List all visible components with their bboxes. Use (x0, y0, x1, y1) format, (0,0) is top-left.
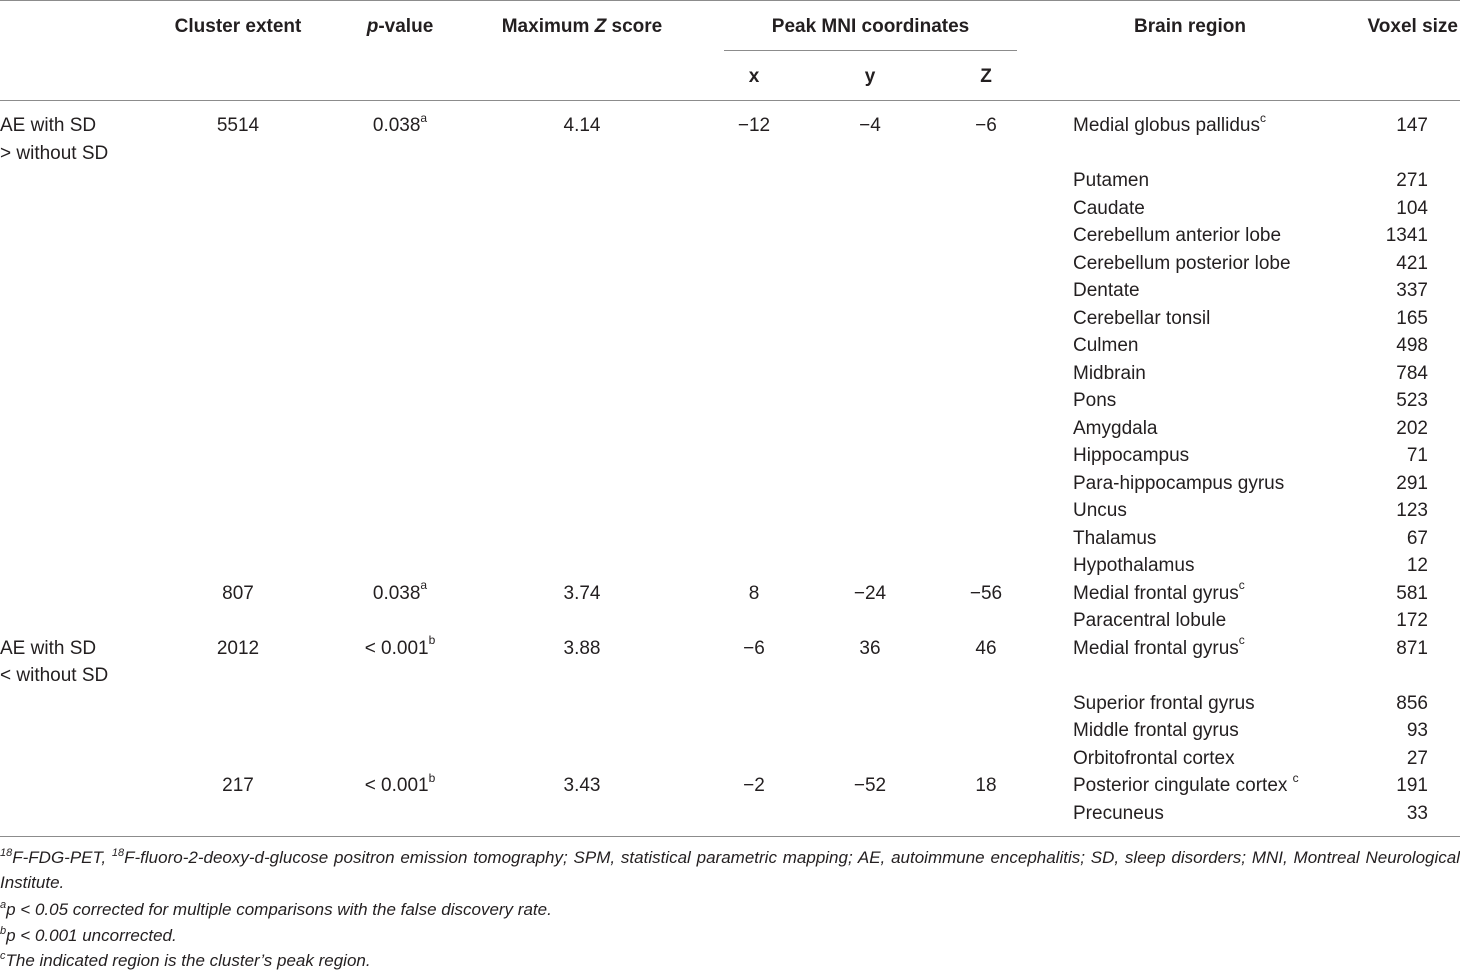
cell-brain-region (1073, 748, 1343, 770)
footnote-sup-18-b: 18 (111, 847, 125, 860)
cell-max-z (480, 115, 684, 137)
cell-p-value (340, 110, 460, 137)
cell-z-text: 46 (975, 637, 997, 659)
cell-brain-region-text: Medial globus pallidus (1073, 115, 1260, 136)
cell-cluster-extent-text: 2012 (216, 637, 260, 659)
cell-voxel-size-text: 271 (1396, 170, 1428, 191)
cell-p-value-sup: b (428, 770, 436, 785)
footnote-a-text: p < 0.05 corrected for multiple comparisons with the false discovery rate. (6, 900, 552, 919)
footnote-abbrev-part2: F-fluoro-2-deoxy-d-glucose positron emission tomography; SPM, statistical parametric mapping; AE, autoimmune encephalitis; SD, sleep disorders; MNI, Montreal Neurological Institute. (0, 848, 1460, 892)
cell-voxel-size-text: 71 (1406, 445, 1428, 466)
cell-voxel-size-text: 421 (1396, 252, 1428, 274)
cell-voxel-size-text: 871 (1396, 637, 1428, 659)
cell-x-text: 8 (748, 582, 760, 604)
footnote-b-sup: b (0, 925, 7, 938)
cell-brain-region-text: Superior frontal gyrus (1073, 692, 1255, 714)
cell-brain-region (1073, 578, 1343, 605)
cell-voxel-size-text: 191 (1396, 775, 1428, 796)
cell-brain-region (1073, 770, 1343, 797)
cell-brain-region (1073, 803, 1343, 825)
header-brain-region: Brain region (1134, 16, 1246, 37)
cell-voxel-size (1330, 528, 1428, 550)
cell-max-z (480, 583, 684, 605)
cell-brain-region-text: Medial frontal gyrus (1073, 637, 1239, 659)
cell-voxel-size (1330, 308, 1428, 330)
cell-y-text: 36 (859, 637, 881, 659)
table-bottom-rule (0, 836, 1460, 837)
cell-brain-region-text: Thalamus (1073, 527, 1157, 549)
footnote-abbreviations (0, 845, 1460, 895)
cell-brain-region-text: Amygdala (1073, 417, 1158, 439)
cell-p-value (340, 578, 460, 605)
footnote-abbrev-part1: F-FDG-PET, (12, 848, 112, 867)
cell-cluster-extent (158, 115, 318, 137)
cell-max-z-text: 3.88 (563, 637, 601, 659)
cell-max-z-text: 3.43 (563, 775, 601, 796)
cell-z (946, 775, 1026, 797)
header-peak-mni: Peak MNI coordinates (771, 16, 970, 37)
group-label-line2-text: > without SD (0, 142, 109, 164)
cell-cluster-extent (158, 638, 318, 660)
cell-brain-region-text: Cerebellum anterior lobe (1073, 225, 1282, 246)
header-z: Z (980, 66, 992, 87)
cell-voxel-size-text: 202 (1396, 417, 1428, 439)
cell-max-z (480, 775, 684, 797)
cell-x (714, 583, 794, 605)
group-label-line1 (0, 115, 150, 137)
cell-voxel-size (1330, 638, 1428, 660)
cell-voxel-size (1330, 555, 1428, 577)
cell-y (830, 775, 910, 797)
header-max-z (480, 16, 684, 38)
cell-brain-region-text: Orbitofrontal cortex (1073, 747, 1235, 769)
cell-voxel-size-text: 165 (1396, 307, 1428, 329)
cell-brain-region-sup: c (1292, 770, 1299, 785)
cell-p-value-sup: b (428, 633, 436, 648)
cell-voxel-size-text: 172 (1396, 610, 1428, 631)
cell-brain-region-text: Uncus (1073, 500, 1127, 521)
cell-voxel-size (1330, 775, 1428, 797)
cell-p-value (340, 633, 460, 660)
cell-y-text: −4 (859, 115, 881, 136)
cell-brain-region-text: Midbrain (1073, 362, 1146, 384)
group-label-line2 (0, 665, 150, 687)
cell-z (946, 115, 1026, 137)
cell-voxel-size (1330, 115, 1428, 137)
cell-brain-region (1073, 555, 1343, 577)
cell-voxel-size (1330, 500, 1428, 522)
cell-voxel-size-text: 93 (1406, 720, 1428, 741)
cell-x-text: −2 (743, 775, 765, 796)
cell-voxel-size-text: 67 (1406, 527, 1428, 549)
cell-voxel-size-text: 581 (1396, 582, 1428, 604)
header-bottom-rule (0, 100, 1460, 101)
header-p-italic: p (366, 16, 379, 37)
cell-brain-region-text: Para-hippocampus gyrus (1073, 472, 1285, 494)
cell-voxel-size (1330, 253, 1428, 275)
header-y: y (864, 66, 876, 87)
cell-brain-region (1073, 225, 1343, 247)
cell-p-value-sup: a (420, 578, 428, 593)
cell-z-text: 18 (975, 775, 997, 796)
cell-brain-region (1073, 473, 1343, 495)
footnote-sup-18-a: 18 (0, 847, 13, 860)
cell-brain-region-text: Pons (1073, 390, 1117, 411)
cell-brain-region (1073, 363, 1343, 385)
cell-brain-region-text: Posterior cingulate cortex (1073, 775, 1293, 796)
cell-brain-region (1073, 445, 1343, 467)
footnote-c-text: The indicated region is the cluster’s peak region. (5, 951, 371, 970)
cell-voxel-size (1330, 720, 1428, 742)
cell-x-text: −6 (743, 637, 765, 659)
group-label-line2 (0, 143, 150, 165)
cell-y (830, 638, 910, 660)
footnote-a (0, 897, 1460, 922)
cell-brain-region-text: Hippocampus (1073, 445, 1190, 466)
group-label-line1-text: AE with SD (0, 115, 97, 136)
cell-p-value-text: < 0.001 (364, 775, 429, 796)
cell-voxel-size (1330, 693, 1428, 715)
cell-voxel-size (1330, 418, 1428, 440)
cell-voxel-size (1330, 610, 1428, 632)
cell-voxel-size-text: 27 (1406, 747, 1428, 769)
header-max-z-pre: Maximum (501, 16, 595, 37)
cell-voxel-size (1330, 280, 1428, 302)
footnote-c-sup: c (0, 950, 6, 963)
cell-y (830, 583, 910, 605)
cell-brain-region-text: Cerebellum posterior lobe (1073, 252, 1291, 274)
cell-x-text: −12 (737, 115, 771, 136)
cell-voxel-size-text: 337 (1396, 280, 1428, 301)
cell-brain-region (1073, 633, 1343, 660)
header-voxel-size: Voxel size (1367, 16, 1458, 37)
cell-p-value-text: 0.038 (372, 582, 421, 604)
cell-p-value-text: < 0.001 (364, 637, 429, 659)
group-label-line1 (0, 638, 150, 660)
cell-brain-region-text: Medial frontal gyrus (1073, 582, 1239, 604)
cell-p-value (340, 770, 460, 797)
cell-brain-region-text: Hypothalamus (1073, 555, 1195, 576)
cell-cluster-extent-text: 5514 (216, 115, 260, 136)
header-p-value (340, 16, 460, 38)
cell-voxel-size (1330, 363, 1428, 385)
cell-brain-region-sup: c (1259, 110, 1266, 125)
cell-voxel-size (1330, 225, 1428, 247)
table-top-rule (0, 0, 1460, 1)
cell-y-text: −24 (853, 582, 887, 604)
cell-voxel-size-text: 104 (1396, 197, 1428, 219)
cell-brain-region (1073, 528, 1343, 550)
cell-brain-region (1073, 280, 1343, 302)
cell-brain-region (1073, 720, 1343, 742)
cell-x (714, 775, 794, 797)
cell-voxel-size-text: 33 (1406, 802, 1428, 824)
header-cluster-extent: Cluster extent (174, 16, 302, 37)
cell-x (714, 638, 794, 660)
cell-brain-region-text: Paracentral lobule (1073, 610, 1227, 631)
cell-voxel-size (1330, 445, 1428, 467)
header-p-rest: -value (378, 16, 434, 37)
cell-cluster-extent-text: 217 (222, 775, 254, 796)
cell-brain-region (1073, 253, 1343, 275)
footnote-b (0, 923, 1460, 948)
cell-voxel-size-text: 291 (1396, 472, 1428, 494)
header-max-z-italic: Z (594, 16, 607, 37)
cell-brain-region (1073, 610, 1343, 632)
cell-brain-region (1073, 170, 1343, 192)
cell-brain-region (1073, 390, 1343, 412)
cell-brain-region (1073, 308, 1343, 330)
footnote-b-text: p < 0.001 uncorrected. (6, 926, 177, 945)
cell-voxel-size (1330, 748, 1428, 770)
cell-voxel-size (1330, 198, 1428, 220)
cell-voxel-size (1330, 473, 1428, 495)
cell-x (714, 115, 794, 137)
footnote-a-sup: a (0, 899, 7, 912)
cell-brain-region-text: Precuneus (1073, 802, 1164, 824)
cell-max-z-text: 4.14 (563, 115, 601, 136)
header-max-z-post: score (606, 16, 663, 37)
cell-p-value-sup: a (420, 110, 428, 125)
footnote-c (0, 948, 1460, 973)
cell-z-text: −56 (969, 582, 1003, 604)
cell-y (830, 115, 910, 137)
cell-brain-region-text: Culmen (1073, 335, 1139, 356)
cell-brain-region (1073, 335, 1343, 357)
cell-y-text: −52 (853, 775, 887, 796)
cell-voxel-size (1330, 390, 1428, 412)
cell-brain-region-text: Cerebellar tonsil (1073, 307, 1211, 329)
cell-max-z-text: 3.74 (563, 582, 601, 604)
cell-brain-region-text: Middle frontal gyrus (1073, 720, 1239, 741)
cell-cluster-extent (158, 775, 318, 797)
cell-p-value-text: 0.038 (372, 115, 421, 136)
group-label-line1-text: AE with SD (0, 637, 97, 659)
cell-voxel-size (1330, 583, 1428, 605)
cell-brain-region (1073, 110, 1343, 137)
cell-brain-region (1073, 198, 1343, 220)
group-label-line2-text: < without SD (0, 665, 109, 686)
cell-z (946, 583, 1026, 605)
cell-brain-region (1073, 418, 1343, 440)
cell-voxel-size-text: 784 (1396, 362, 1428, 384)
cell-brain-region-text: Caudate (1073, 197, 1145, 219)
header-x: x (748, 66, 760, 87)
cell-voxel-size (1330, 170, 1428, 192)
cell-brain-region-text: Putamen (1073, 170, 1150, 191)
cell-z-text: −6 (975, 115, 997, 136)
cell-voxel-size (1330, 803, 1428, 825)
cell-voxel-size-text: 123 (1396, 500, 1428, 521)
cell-brain-region-text: Dentate (1073, 280, 1140, 301)
cell-voxel-size-text: 856 (1396, 692, 1428, 714)
cell-z (946, 638, 1026, 660)
peak-mni-subrule (724, 50, 1017, 51)
cell-brain-region (1073, 693, 1343, 715)
cell-max-z (480, 638, 684, 660)
cell-voxel-size-text: 1341 (1385, 225, 1428, 246)
cell-brain-region-sup: c (1238, 578, 1245, 593)
cell-voxel-size-text: 147 (1396, 115, 1428, 136)
cell-cluster-extent (158, 583, 318, 605)
cell-brain-region (1073, 500, 1343, 522)
cell-voxel-size-text: 498 (1396, 335, 1428, 356)
cell-voxel-size (1330, 335, 1428, 357)
cell-voxel-size-text: 523 (1396, 390, 1428, 411)
cell-voxel-size-text: 12 (1406, 555, 1428, 576)
cell-cluster-extent-text: 807 (222, 582, 254, 604)
cell-brain-region-sup: c (1238, 633, 1245, 648)
